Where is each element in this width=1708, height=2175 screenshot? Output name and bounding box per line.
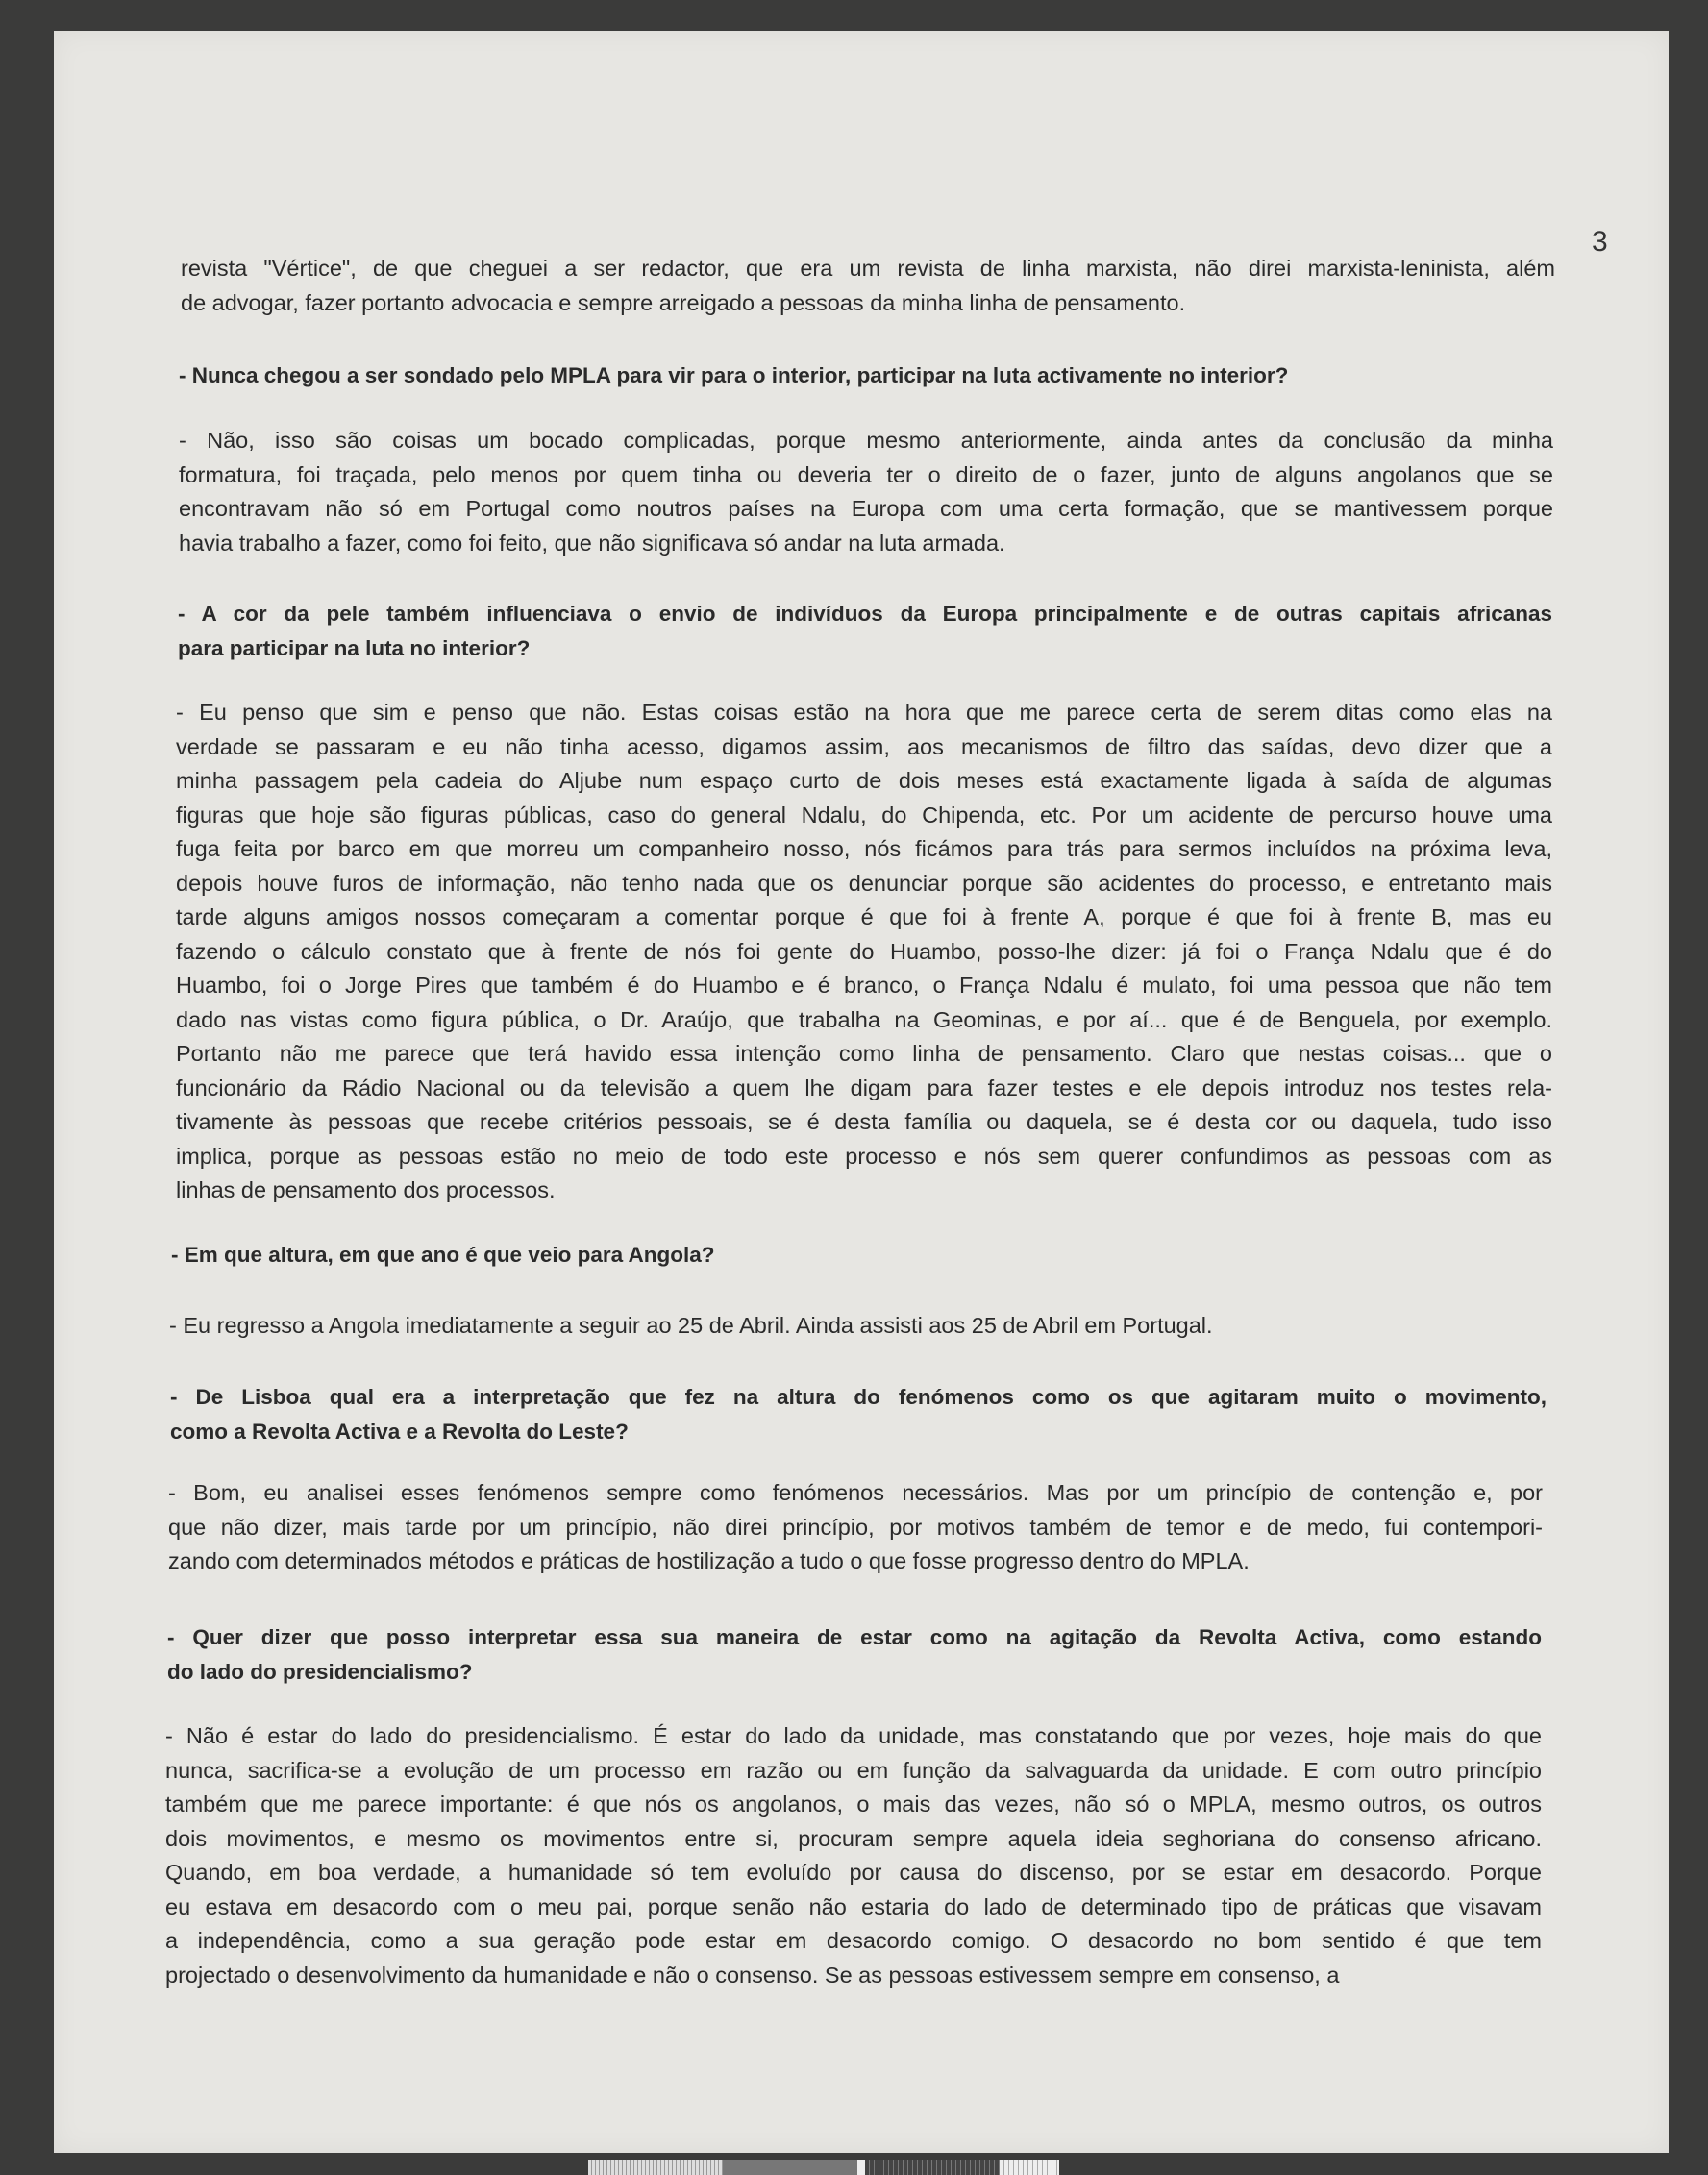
- text-line: nunca, sacrifica-se a evolução de um processo em razão ou em função da salvaguarda da unidade. E com outro princípio: [165, 1757, 1542, 1783]
- text-line: - Não é estar do lado do presidencialismo. É estar do lado da unidade, mas constatando que por vezes, hoje mais do que: [165, 1723, 1542, 1748]
- text-line: Huambo, foi o Jorge Pires que também é do Huambo e é branco, o França Ndalu é mulato, foi uma pessoa que não tem: [176, 973, 1552, 998]
- text-line: - Quer dizer que posso interpretar essa sua maneira de estar como na agitação da Revolta Activa, como estando: [167, 1625, 1542, 1649]
- text-line: também que me parece importante: é que nós os angolanos, o mais das vezes, não só o MPLA, mesmo outros, os outros: [165, 1792, 1542, 1817]
- scan-color-ruler: [588, 2160, 1674, 2175]
- text-line: fuga feita por barco em que morreu um companheiro nosso, nós ficámos para trás para sermos incluídos na próxima leva,: [176, 836, 1552, 861]
- text-line: eu estava em desacordo com o meu pai, porque senão não estaria do lado de determinado tipo de práticas que visavam: [165, 1893, 1542, 1919]
- text-line: depois houve furos de informação, não tenho nada que os denunciar porque são acidentes do processo, e entretanto mais: [176, 870, 1552, 896]
- interview-question: [179, 358, 1288, 393]
- text-line: Quando, em boa verdade, a humanidade só tem evoluído por causa do discenso, por se estar em desacordo. Porque: [165, 1860, 1542, 1885]
- text-line: Portanto não me parece que terá havido essa intenção como linha de pensamento. Claro que nestas coisas... que o: [176, 1041, 1552, 1066]
- text-line: fazendo o cálculo constato que à frente de nós foi gente do Huambo, posso-lhe dizer: já foi o França Ndalu que é do: [176, 938, 1552, 964]
- interview-answer: [181, 252, 1555, 320]
- text-line: - Não, isso são coisas um bocado complicadas, porque mesmo anteriormente, ainda antes da conclusão da minha: [179, 428, 1553, 453]
- text-line: formatura, foi traçada, pelo menos por quem tinha ou deveria ter o direito de o fazer, junto de alguns angolanos que se: [179, 461, 1553, 487]
- text-line: - Nunca chegou a ser sondado pelo MPLA para vir para o interior, participar na luta activamente no interior?: [179, 363, 1289, 387]
- text-line: zando com determinados métodos e práticas de hostilização a tudo o que fosse progresso dentro do MPLA.: [168, 1548, 1250, 1573]
- text-line: como a Revolta Activa e a Revolta do Leste?: [170, 1419, 629, 1444]
- interview-question: [171, 1238, 715, 1273]
- interview-answer: [176, 696, 1552, 1208]
- text-line: figuras que hoje são figuras públicas, caso do general Ndalu, do Chipenda, etc. Por um acidente de percurso houve uma: [176, 802, 1552, 828]
- text-line: - Eu penso que sim e penso que não. Estas coisas estão na hora que me parece certa de serem ditas como elas na: [176, 700, 1552, 725]
- interview-answer: [168, 1476, 1543, 1579]
- interview-question: [178, 597, 1552, 665]
- text-line: - De Lisboa qual era a interpretação que fez na altura do fenómenos como os que agitaram muito o movimento,: [170, 1385, 1547, 1409]
- text-line: tivamente às pessoas que recebe critérios pessoais, se é desta família ou daquela, se é desta cor ou daquela, tudo isso: [176, 1109, 1552, 1134]
- text-line: encontravam não só em Portugal como noutros países na Europa com uma certa formação, que se mantivessem porque: [179, 496, 1553, 521]
- text-line: linhas de pensamento dos processos.: [176, 1177, 556, 1202]
- interview-question: [167, 1620, 1542, 1689]
- page-number: 3: [1592, 226, 1608, 258]
- text-line: havia trabalho a fazer, como foi feito, que não significava só andar na luta armada.: [179, 530, 1005, 556]
- text-line: dado nas vistas como figura pública, o Dr. Araújo, que trabalha na Geominas, e por aí... que é de Benguela, por exemplo.: [176, 1006, 1552, 1032]
- text-line: implica, porque as pessoas estão no meio de todo este processo e nós sem querer confundimos as pessoas com as: [176, 1143, 1552, 1169]
- text-line: para participar na luta no interior?: [178, 635, 531, 660]
- text-line: minha passagem pela cadeia do Aljube num espaço curto de dois meses está exactamente ligada à saída de algumas: [176, 768, 1552, 793]
- text-line: projectado o desenvolvimento da humanidade e não o consenso. Se as pessoas estivessem sempre em consenso, a: [165, 1962, 1340, 1988]
- text-line: - Eu regresso a Angola imediatamente a seguir ao 25 de Abril. Ainda assisti aos 25 de Abril em Portugal.: [169, 1313, 1213, 1338]
- text-line: - Bom, eu analisei esses fenómenos sempre como fenómenos necessários. Mas por um princípio de contenção e, por: [168, 1480, 1543, 1505]
- text-line: funcionário da Rádio Nacional ou da televisão a quem lhe digam para fazer testes e ele depois introduz nos testes rela-: [176, 1075, 1552, 1100]
- text-line: tarde alguns amigos nossos começaram a comentar porque é que foi à frente A, porque é que foi à frente B, mas eu: [176, 904, 1552, 929]
- interview-question: [170, 1380, 1547, 1448]
- text-line: do lado do presidencialismo?: [167, 1659, 473, 1684]
- text-line: verdade se passaram e eu não tinha acesso, digamos assim, aos mecanismos de filtro das saídas, devo dizer que a: [176, 733, 1552, 759]
- text-line: a independência, como a sua geração pode estar em desacordo comigo. O desacordo no bom sentido é que tem: [165, 1928, 1542, 1953]
- text-line: de advogar, fazer portanto advocacia e sempre arreigado a pessoas da minha linha de pensamento.: [181, 289, 1186, 315]
- text-line: dois movimentos, e mesmo os movimentos entre si, procuram sempre aquela ideia seghoriana do consenso africano.: [165, 1825, 1542, 1851]
- interview-answer: [165, 1719, 1542, 1992]
- text-line: - A cor da pele também influenciava o envio de indivíduos da Europa principalmente e de outras capitais africanas: [178, 602, 1552, 626]
- text-line: - Em que altura, em que ano é que veio para Angola?: [171, 1243, 715, 1267]
- text-line: que não dizer, mais tarde por um princípio, não direi princípio, por motivos também de temor e de medo, fui contempori-: [168, 1514, 1543, 1540]
- interview-answer: [179, 424, 1553, 560]
- interview-answer: [169, 1309, 1544, 1344]
- text-line: revista "Vértice", de que cheguei a ser redactor, que era um revista de linha marxista, não direi marxista-leninista, além: [181, 256, 1555, 281]
